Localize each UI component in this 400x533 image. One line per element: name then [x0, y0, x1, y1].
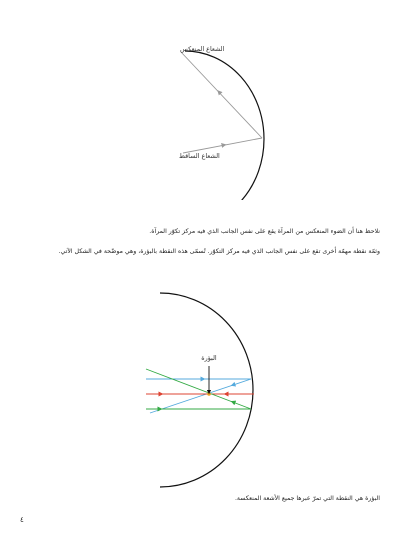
- paragraph-focus-intro: وثمّة نقطة مهمّة أخرى تقع على نفس الجانب الذي فيه مركز التكوّر. تُسمّى هذه النقطة بالبؤرة، وهي موضّحة في الشكل الآتي.: [58, 248, 380, 255]
- concave-mirror: [185, 51, 264, 200]
- focus-diagram: [0, 280, 400, 490]
- reflected-ray: [181, 52, 262, 138]
- ray-green-reflected: [146, 369, 251, 409]
- concave-mirror: [160, 293, 253, 487]
- page-number: ٤: [20, 516, 24, 524]
- figure-reflection: [0, 0, 400, 200]
- focus-point: [207, 392, 211, 396]
- incident-ray: [183, 138, 262, 153]
- ray-blue-reflected: [150, 379, 251, 413]
- label-reflected-ray: الشعاع المنعكس: [180, 45, 225, 53]
- reflection-diagram: [0, 0, 400, 200]
- label-incident-ray: الشعاع الساقط: [179, 152, 220, 160]
- paragraph-focus-definition: البؤرة هي النقطة التي تمرّ عبرها جميع الأشعة المنعكسة.: [234, 495, 380, 502]
- figure-focus: [0, 280, 400, 490]
- paragraph-reflection-side: نلاحظ هنا أن الضوء المنعكس من المرآة يقع على نفس الجانب الذي فيه مركز تكوّر المرآة.: [149, 228, 380, 235]
- label-focus: البؤرة: [201, 354, 217, 362]
